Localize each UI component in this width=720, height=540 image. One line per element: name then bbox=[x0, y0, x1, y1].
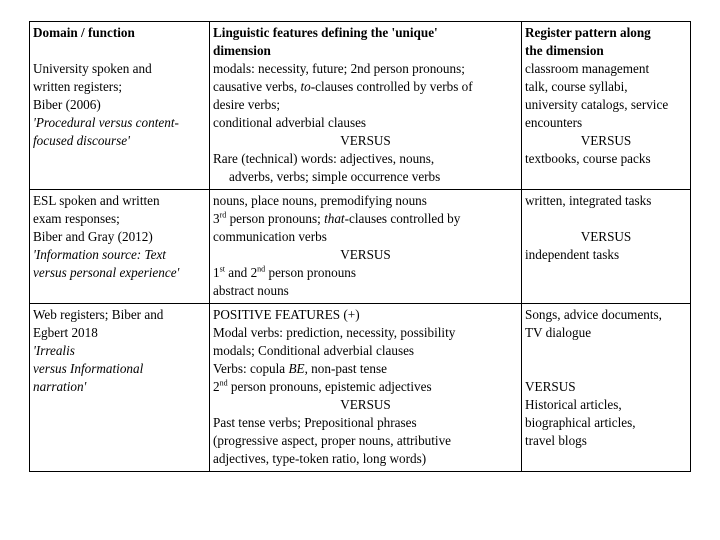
versus-label: VERSUS bbox=[340, 247, 391, 262]
domain-line: University spoken and bbox=[33, 61, 152, 76]
feature-line: Rare (technical) words: adjectives, nouns, bbox=[213, 151, 435, 166]
feature-line: conditional adverbial clauses bbox=[213, 115, 367, 130]
features-cell bbox=[210, 22, 522, 190]
pattern-line: Historical articles, bbox=[525, 397, 622, 412]
pattern-cell bbox=[522, 304, 691, 472]
domain-cell bbox=[30, 190, 210, 304]
domain-cell bbox=[30, 22, 210, 190]
feature-line: modals; Conditional adverbial clauses bbox=[213, 343, 415, 358]
domain-line: Egbert 2018 bbox=[33, 325, 98, 340]
domain-line: Biber and Gray (2012) bbox=[33, 229, 153, 244]
pattern-line: encounters bbox=[525, 115, 583, 130]
feature-line: nouns, place nouns, premodifying nouns bbox=[213, 193, 427, 208]
features-cell bbox=[210, 304, 522, 472]
feature-line: POSITIVE FEATURES (+) bbox=[213, 307, 360, 322]
versus-label: VERSUS bbox=[580, 229, 632, 244]
column-header-features: dimension bbox=[213, 43, 271, 58]
pattern-line: textbooks, course packs bbox=[525, 151, 651, 166]
pattern-line: biographical articles, bbox=[525, 415, 636, 430]
dimension-name: versus Informational bbox=[33, 361, 144, 376]
feature-line: 3rd person pronouns; that-clauses controlled by bbox=[213, 210, 461, 226]
versus-label: VERSUS bbox=[340, 397, 391, 412]
pattern-line: TV dialogue bbox=[525, 325, 592, 340]
feature-line: causative verbs, to-clauses controlled by verbs of bbox=[213, 79, 473, 94]
domain-line: ESL spoken and written bbox=[33, 193, 160, 208]
feature-line: Modal verbs: prediction, necessity, possibility bbox=[213, 325, 456, 340]
feature-line: Past tense verbs; Prepositional phrases bbox=[213, 415, 417, 430]
pattern-line: classroom management bbox=[525, 61, 650, 76]
dimension-name: versus personal experience' bbox=[33, 265, 180, 280]
feature-line: abstract nouns bbox=[213, 283, 289, 298]
dimension-name: 'Irrealis bbox=[33, 343, 75, 358]
feature-line: Verbs: copula BE, non-past tense bbox=[213, 361, 387, 376]
pattern-line: written, integrated tasks bbox=[525, 193, 652, 208]
column-header-features: Linguistic features defining the 'unique' bbox=[213, 25, 438, 40]
versus-label: VERSUS bbox=[340, 133, 391, 148]
table-row bbox=[30, 304, 691, 472]
column-header-pattern: the dimension bbox=[525, 43, 604, 58]
feature-line: communication verbs bbox=[213, 229, 327, 244]
pattern-cell bbox=[522, 22, 691, 190]
pattern-line: university catalogs, service bbox=[525, 97, 669, 112]
domain-line: Biber (2006) bbox=[33, 97, 101, 112]
table-row bbox=[30, 190, 691, 304]
domain-cell bbox=[30, 304, 210, 472]
feature-line: 2nd person pronouns, epistemic adjectives bbox=[213, 378, 432, 394]
feature-line: adjectives, type-token ratio, long words) bbox=[213, 451, 427, 466]
domain-line: exam responses; bbox=[33, 211, 120, 226]
pattern-line: Songs, advice documents, bbox=[525, 307, 662, 322]
feature-line: desire verbs; bbox=[213, 97, 281, 112]
versus-label: VERSUS bbox=[580, 133, 632, 148]
domain-line: Web registers; Biber and bbox=[33, 307, 164, 322]
feature-line: (progressive aspect, proper nouns, attributive bbox=[213, 433, 452, 448]
pattern-cell bbox=[522, 190, 691, 304]
dimension-name: narration' bbox=[33, 379, 87, 394]
pattern-line: travel blogs bbox=[525, 433, 587, 448]
dimension-name: 'Procedural versus content- bbox=[33, 115, 179, 130]
dimension-name: focused discourse' bbox=[33, 133, 130, 148]
table-row bbox=[30, 22, 691, 190]
register-dimension-table bbox=[29, 21, 691, 472]
features-cell bbox=[210, 190, 522, 304]
feature-line: modals: necessity, future; 2nd person pronouns; bbox=[213, 61, 465, 76]
domain-line: written registers; bbox=[33, 79, 122, 94]
column-header-pattern: Register pattern along bbox=[525, 25, 651, 40]
feature-line: 1st and 2nd person pronouns bbox=[213, 264, 357, 280]
feature-line: adverbs, verbs; simple occurrence verbs bbox=[229, 169, 441, 184]
column-header-domain: Domain / function bbox=[33, 25, 135, 40]
pattern-line: independent tasks bbox=[525, 247, 620, 262]
versus-label: VERSUS bbox=[525, 379, 576, 394]
dimension-name: 'Information source: Text bbox=[33, 247, 166, 262]
pattern-line: talk, course syllabi, bbox=[525, 79, 628, 94]
